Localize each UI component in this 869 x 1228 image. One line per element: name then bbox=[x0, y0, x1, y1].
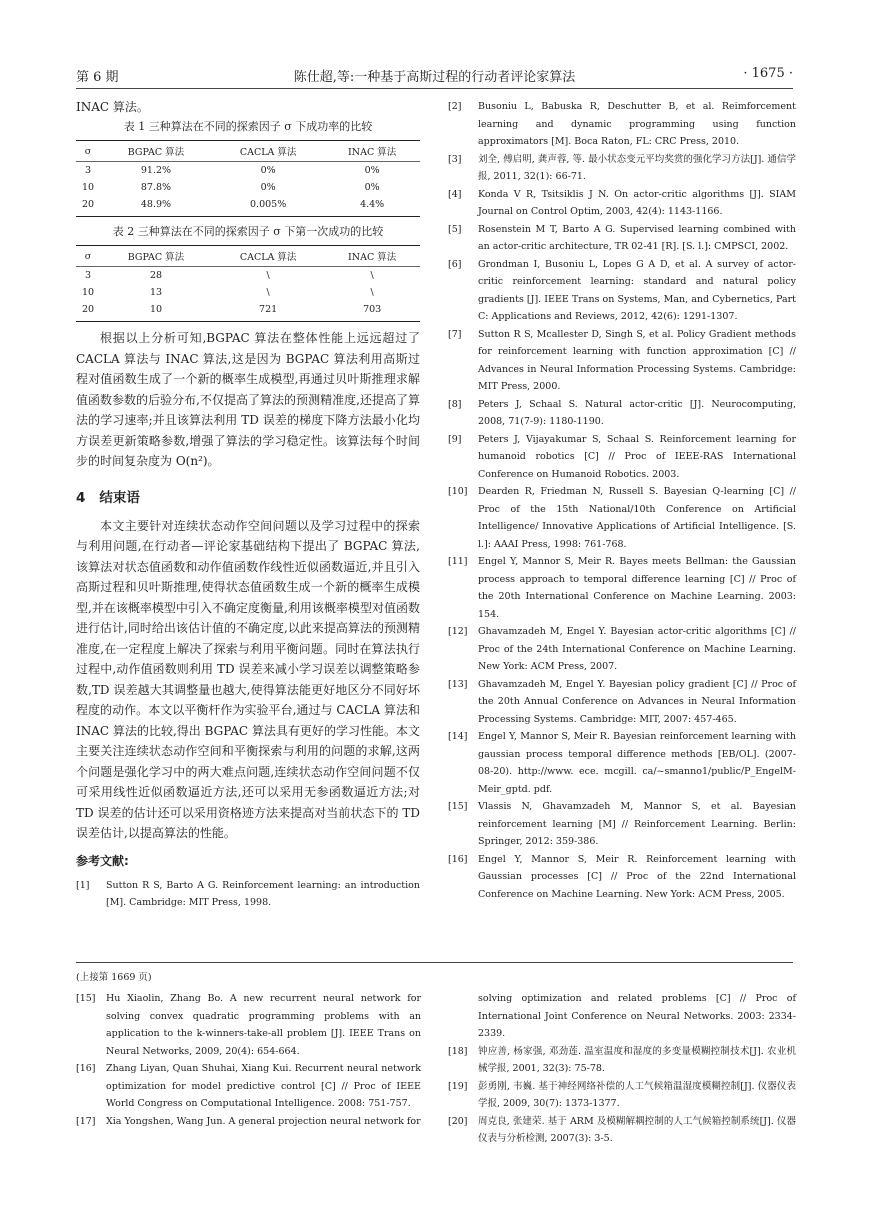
reference-number: [1] bbox=[76, 879, 90, 891]
table-row bbox=[76, 301, 420, 322]
reference-text: Engel Y, Mannor S, Meir R. Reinforcement learning with Gaussian processes [C] // Proc of the 22nd International Conference on Machine Learning. New York: ACM Press, 2005. bbox=[478, 853, 796, 900]
reference-item bbox=[448, 553, 796, 623]
table-cell: 48.9% bbox=[100, 196, 212, 217]
reference-text: Rosenstein M T, Barto A G. Supervised learning combined with an actor-critic architecture, TR 02-41 [R]. [S. l.]: CMPSCI, 2002. bbox=[478, 223, 796, 252]
issue-label: 第 6 期 bbox=[76, 70, 119, 85]
reference-text: Vlassis N, Ghavamzadeh M, Mannor S, et al. Bayesian reinforcement learning [M] // Reinforcement Learning. Berlin: Springer, 2012: 359-386. bbox=[478, 801, 796, 847]
table-row bbox=[76, 179, 420, 196]
reference-number: [19] bbox=[448, 1080, 468, 1092]
running-header bbox=[76, 66, 793, 84]
reference-text: Konda V R, Tsitsiklis J N. On actor-critic algorithms [J]. SIAM Journal on Control Optim, 2003, 42(4): 1143-1166. bbox=[478, 188, 796, 217]
reference-number: [15] bbox=[76, 993, 96, 1004]
table-cell: 703 bbox=[324, 301, 420, 322]
reference-item bbox=[448, 728, 796, 798]
table-header-cell: BGPAC 算法 bbox=[127, 147, 185, 158]
reference-item bbox=[448, 1043, 796, 1078]
reference-number: [4] bbox=[448, 188, 462, 200]
reference-text: Engel Y, Mannor S, Meir R. Bayes meets Bellman: the Gaussian process approach to temporal difference learning [C] // Proc of the 20th International Conference on Machine Learning. 2003: 154. bbox=[478, 556, 796, 620]
reference-item bbox=[448, 851, 796, 904]
reference-item bbox=[76, 990, 421, 1060]
reference-text: Hu Xiaolin, Zhang Bo. A new recurrent neural network for solving convex quadratic programming problems with an application to the k-winners-take-all problem [J]. IEEE Trans on Neural Networks, 2009, 20(4): 654-664. bbox=[106, 993, 421, 1057]
reference-item bbox=[448, 483, 796, 553]
reference-text: 刘全, 傅启明, 龚声蓉, 等. 最小状态变元平均奖赏的强化学习方法[J]. 通信学报, 2011, 32(1): 66-71. bbox=[478, 153, 796, 182]
reference-number: [8] bbox=[448, 398, 462, 410]
reference-number bbox=[448, 990, 478, 1043]
table-header-cell: CACLA 算法 bbox=[239, 147, 297, 158]
reference-item bbox=[448, 256, 796, 326]
reference-number: [16] bbox=[448, 853, 468, 865]
reference-text: Ghavamzadeh M, Engel Y. Bayesian policy gradient [C] // Proc of the 20th Annual Conference on Advances in Neural Information Processing Systems. Cambridge: MIT, 2007: 457-465. bbox=[478, 678, 796, 725]
reference-number: [11] bbox=[448, 556, 468, 567]
reference-item bbox=[448, 1078, 796, 1113]
table-header-cell: BGPAC 算法 bbox=[127, 252, 185, 263]
table2 bbox=[76, 245, 420, 322]
table-cell: 10 bbox=[100, 301, 212, 322]
table1-header-row bbox=[76, 141, 420, 162]
reference-text: Dearden R, Friedman N, Russell S. Bayesian Q-learning [C] // Proc of the 15th National/10th Conference on Artificial Intelligence/ Innovative Applications of Artificial Intelligence. [S. l.]: AAAI Press, 1998: 761-768. bbox=[478, 486, 796, 550]
reference-item bbox=[76, 1060, 421, 1113]
reference-number: [9] bbox=[448, 433, 462, 445]
analysis-paragraph: 根据以上分析可知,BGPAC 算法在整体性能上远远超过了 CACLA 算法与 INAC 算法,这是因为 BGPAC 算法利用高斯过程对值函数生成了一个新的概率生成模型,再通过贝叶斯推理求解值函数参数的后验分布,不仅提高了算法的预测精准度,还提高了算法的学习速率;并且该算法利用 TD 误差的梯度下降方法最小化均方误差更新策略参数,增强了算法的学习稳定性。该算法每个时间步的时间复杂度为 O(n²)。 bbox=[76, 331, 420, 468]
reference-text: Peters J, Schaal S. Natural actor-critic [J]. Neurocomputing, 2008, 71(7-9): 1180-1190. bbox=[478, 398, 796, 427]
table-cell: 0.005% bbox=[212, 196, 324, 217]
table-cell: 0% bbox=[364, 182, 380, 193]
reference-item bbox=[448, 1113, 796, 1148]
reference-number: [12] bbox=[448, 626, 468, 637]
reference-number: [2] bbox=[448, 101, 462, 112]
continuation-rule bbox=[76, 962, 793, 963]
intro-line: INAC 算法。 bbox=[76, 100, 149, 114]
conclusion-paragraph: 本文主要针对连续状态动作空间问题以及学习过程中的探索与利用问题,在行动者—评论家基础结构下提出了 BGPAC 算法,该算法对状态值函数和动作值函数作线性近似函数逼近,并且引入高斯过程和贝叶斯推理,使得状态值函数生成一个新的概率生成模型,并在该概率模型中引入不确定度衡量,利用该概率模型对值函数进行估计,同时给出该估计值的不确定度,以此来提高算法的预测精准度,在一定程度上解决了探索与利用平衡问题。同时在算法执行过程中,动作值函数则利用 TD 误差来减小学习误差以调整策略参数,TD 误差越大其调整量也越大,使得算法能更好地区分不同好坏程度的动作。本文以平衡杆作为实验平台,通过与 CACLA 算法和 INAC 算法的比较,得出 BGPAC 算法具有更好的学习性能。本文主要关注连续状态动作空间和平衡探索与利用的问题的求解,这两个问题是强化学习中的两大难点问题,连续状态动作空间问题不仅可采用线性近似函数逼近方法,还可以采用无参函数逼近方法;对 TD 误差的估计还可以采用资格迹方法来提高对当前状态下的 TD 误差估计,以提高算法的性能。 bbox=[76, 518, 420, 840]
reference-text: Sutton R S, Mcallester D, Singh S, et al. Policy Gradient methods for reinforcement learning with function approximation [C] // Advances in Neural Information Processing Systems. Cambridge: MIT Press, 2000. bbox=[478, 328, 796, 392]
reference-item bbox=[448, 186, 796, 221]
reference-item bbox=[448, 623, 796, 676]
reference-text: 彭勇刚, 韦巍. 基于神经网络补偿的人工气候箱温湿度模糊控制[J]. 仪器仪表学报, 2009, 30(7): 1373-1377. bbox=[478, 1080, 796, 1109]
table-header-cell: σ bbox=[84, 250, 92, 262]
reference-item bbox=[448, 431, 796, 484]
reference-number: [15] bbox=[448, 801, 468, 812]
reference-item bbox=[76, 1113, 421, 1131]
reference-item bbox=[448, 151, 796, 186]
table-cell: 10 bbox=[81, 287, 95, 298]
table-header-cell: CACLA 算法 bbox=[239, 252, 297, 263]
table-header-cell: INAC 算法 bbox=[348, 252, 397, 263]
table2-caption: 表 2 三种算法在不同的探索因子 σ 下第一次成功的比较 bbox=[112, 225, 384, 238]
reference-item bbox=[448, 98, 796, 151]
reference-number: [7] bbox=[448, 328, 462, 340]
table-cell: 28 bbox=[149, 270, 163, 281]
left-column bbox=[76, 98, 420, 912]
reference-number: [13] bbox=[448, 678, 468, 690]
section-heading bbox=[76, 486, 420, 506]
section-number: 4 bbox=[76, 489, 86, 506]
table-cell: 91.2% bbox=[140, 165, 172, 176]
reference-item bbox=[448, 798, 796, 851]
table-cell: 0% bbox=[364, 165, 380, 176]
reference-text: 钟应善, 杨家强, 邓劲莲. 温室温度和湿度的多变量模糊控制技术[J]. 农业机械学报, 2001, 32(3): 75-78. bbox=[478, 1045, 796, 1074]
reference-text: 周克良, 张建荣. 基于 ARM 及模糊解耦控制的人工气候箱控制系统[J]. 仪器仪表与分析检测, 2007(3): 3-5. bbox=[478, 1115, 796, 1144]
reference-text: Grondman I, Busoniu L, Lopes G A D, et al. A survey of actor-critic reinforcement learning: standard and natural policy gradients [J]. IEEE Trans on Systems, Man, and Cybernetics, Part C: Applications and Reviews, 2012, 42(6): 1291-1307. bbox=[478, 258, 796, 322]
table-cell: \ bbox=[370, 287, 374, 298]
reference-text: Engel Y, Mannor S, Meir R. Bayesian reinforcement learning with gaussian process temporal difference methods [EB/OL]. (2007-08-20). http://www. ece. mcgill. ca/~smanno1/public/P_EngelM-Meir_gptd. pdf. bbox=[478, 731, 796, 795]
references-heading: 参考文献: bbox=[76, 853, 129, 868]
reference-item bbox=[448, 990, 796, 1043]
table-row bbox=[76, 284, 420, 301]
reference-number: [17] bbox=[76, 1115, 96, 1127]
right-column bbox=[448, 98, 796, 903]
reference-number: [5] bbox=[448, 223, 462, 235]
table-cell: 13 bbox=[149, 287, 163, 298]
header-rule bbox=[76, 88, 793, 89]
table-cell: 87.8% bbox=[140, 182, 172, 193]
table-row bbox=[76, 267, 420, 285]
continued-right-column bbox=[448, 990, 796, 1148]
reference-item bbox=[448, 396, 796, 431]
reference-item bbox=[448, 676, 796, 729]
section-title: 结束语 bbox=[99, 489, 140, 506]
reference-number: [10] bbox=[448, 486, 468, 497]
table-cell: \ bbox=[370, 270, 374, 281]
reference-number: [20] bbox=[448, 1115, 468, 1127]
table1 bbox=[76, 140, 420, 217]
reference-text: solving optimization and related problems [C] // Proc of International Joint Conference on Neural Networks. 2003: 2334-2339. bbox=[478, 993, 796, 1039]
reference-item bbox=[448, 326, 796, 396]
table-cell: 0% bbox=[260, 182, 276, 193]
reference-text: Busoniu L, Babuska R, Deschutter B, et al. Reimforcement learning and dynamic programming using function approximators [M]. Boca Raton, FL: CRC Press, 2010. bbox=[478, 101, 796, 147]
running-title: 陈仕超,等:一种基于高斯过程的行动者评论家算法 bbox=[293, 70, 576, 85]
reference-item bbox=[76, 877, 420, 912]
table-cell: 0% bbox=[260, 165, 276, 176]
table-cell: \ bbox=[266, 287, 270, 298]
table-cell: 20 bbox=[76, 196, 100, 217]
table-cell: 3 bbox=[84, 165, 92, 176]
table-cell: 3 bbox=[84, 270, 92, 281]
table2-header-row bbox=[76, 246, 420, 267]
reference-text: Xia Yongshen, Wang Jun. A general projection neural network for bbox=[106, 1115, 421, 1127]
table-cell: 4.4% bbox=[324, 196, 420, 217]
reference-number: [18] bbox=[448, 1045, 468, 1057]
table-cell: 721 bbox=[212, 301, 324, 322]
continuation-note: (上接第 1669 页) bbox=[76, 972, 152, 983]
continuation-note-wrap bbox=[76, 970, 796, 988]
reference-text: Sutton R S, Barto A G. Reinforcement learning: an introduction [M]. Cambridge: MIT Press, 1998. bbox=[106, 879, 420, 908]
reference-number: [6] bbox=[448, 258, 462, 270]
continued-left-column bbox=[76, 990, 421, 1130]
reference-number: [14] bbox=[448, 731, 468, 742]
reference-text: Peters J, Vijayakumar S, Schaal S. Reinforcement learning for humanoid robotics [C] // Proc of IEEE-RAS International Conference on Humanoid Robotics. 2003. bbox=[478, 433, 796, 480]
reference-text: Ghavamzadeh M, Engel Y. Bayesian actor-critic algorithms [C] // Proc of the 24th International Conference on Machine Learning. New York: ACM Press, 2007. bbox=[478, 626, 796, 672]
table-cell: 20 bbox=[76, 301, 100, 322]
reference-number: [16] bbox=[76, 1063, 96, 1074]
table-header-cell: INAC 算法 bbox=[348, 147, 397, 158]
reference-item bbox=[448, 221, 796, 256]
table-cell: \ bbox=[266, 270, 270, 281]
reference-number: [3] bbox=[448, 153, 462, 165]
table-row bbox=[76, 196, 420, 217]
reference-text: Zhang Liyan, Quan Shuhai, Xiang Kui. Recurrent neural network optimization for model predictive control [C] // Proc of IEEE World Congress on Computational Intelligence. 2008: 751-757. bbox=[106, 1063, 421, 1109]
table1-caption: 表 1 三种算法在不同的探索因子 σ 下成功率的比较 bbox=[123, 120, 373, 133]
reference-list bbox=[448, 98, 796, 903]
table-row bbox=[76, 162, 420, 180]
table-cell: 10 bbox=[81, 182, 95, 193]
table-header-cell: σ bbox=[84, 145, 92, 157]
page-number: · 1675 · bbox=[743, 66, 793, 81]
